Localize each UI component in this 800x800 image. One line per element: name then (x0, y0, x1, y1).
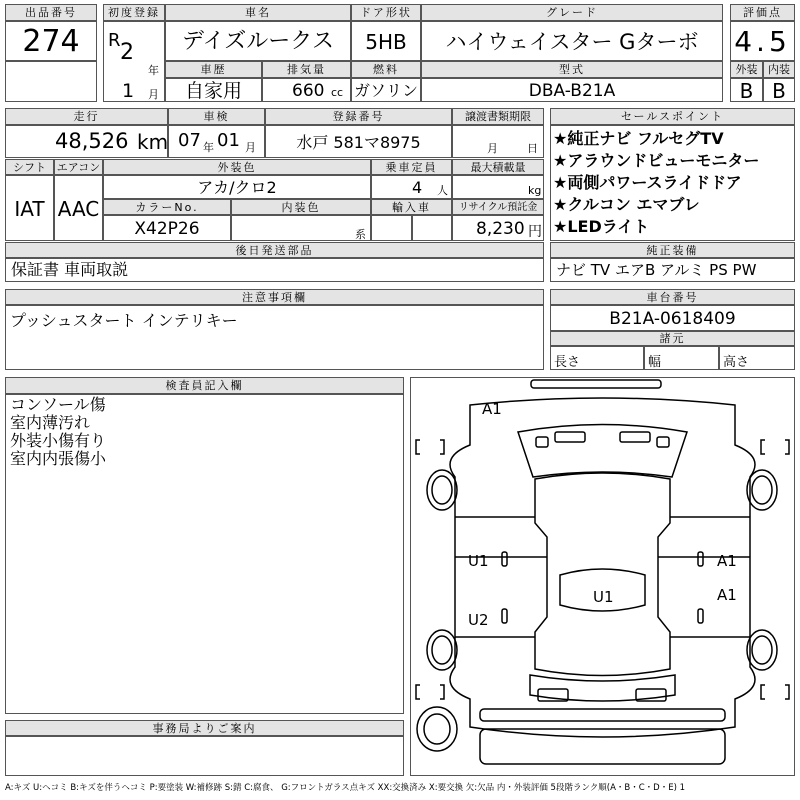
displacement-unit: cc (331, 86, 344, 99)
selling-point: ★両側パワースライドドア (553, 173, 742, 192)
selling-point: ★LEDライト (553, 217, 650, 236)
first-reg-header: 初度登録 (103, 4, 165, 21)
standard-equip-header: 純正装備 (550, 242, 795, 258)
later-parts: 保証書 車両取説 (5, 258, 544, 282)
damage-mark: U1 (593, 588, 614, 606)
inspector-note: コンソール傷 (10, 395, 106, 414)
inspector-note: 室内薄汚れ (10, 413, 91, 432)
damage-mark: A1 (482, 400, 502, 418)
selling-points-header: セールスポイント (550, 108, 795, 125)
aircon: AAC (54, 175, 103, 241)
caution-header: 注意事項欄 (5, 289, 544, 305)
lot-no-header: 出品番号 (5, 4, 97, 21)
car-name: デイズルークス (165, 21, 351, 61)
recycle-unit: 円 (528, 224, 542, 240)
score: 4.5 (730, 21, 795, 61)
inspector-header: 検査員記入欄 (5, 377, 404, 394)
mileage-header: 走行 (5, 108, 168, 125)
inspector-note: 室内内張傷小 (10, 449, 107, 468)
standard-equipment: ナビ TV エアB アルミ PS PW (550, 258, 795, 282)
dimensions-header: 諸元 (550, 331, 795, 346)
displacement-header: 排気量 (262, 61, 351, 78)
fuel: ガソリン (351, 78, 421, 102)
fuel-header: 燃料 (351, 61, 421, 78)
mileage: 48,526 (55, 129, 129, 153)
selling-point: ★クルコン エマブレ (553, 195, 700, 214)
year-unit: 年 (148, 64, 159, 77)
int-color-header: 内装色 (231, 199, 371, 215)
damage-mark: A1 (717, 586, 737, 604)
model-header: 型式 (421, 61, 723, 78)
exterior-grade: B (730, 78, 763, 102)
import-box-a (371, 215, 412, 241)
chassis-no: B21A-0618409 (550, 305, 795, 331)
recycle-fee: 8,230 (476, 219, 525, 239)
door-type: 5HB (351, 21, 421, 61)
history-header: 車歴 (165, 61, 262, 78)
length-label: 長さ (554, 355, 581, 370)
max-load-unit: kg (528, 184, 542, 197)
width-label: 幅 (648, 355, 662, 370)
insp-year-unit: 年 (203, 141, 214, 154)
max-load-header: 最大積載量 (452, 159, 544, 175)
month-unit: 月 (148, 88, 159, 101)
ext-color: アカ/クロ2 (103, 175, 371, 199)
color-no: X42P26 (103, 215, 231, 241)
inspector-note: 外装小傷有り (10, 431, 107, 450)
grade-header: グレード (421, 4, 723, 21)
damage-mark: U1 (468, 552, 489, 570)
car-diagram (410, 377, 795, 776)
aircon-header: エアコン (54, 159, 103, 175)
car-history: 自家用 (165, 78, 262, 102)
shift-header: シフト (5, 159, 54, 175)
caution-text: プッシュスタート インテリキー (10, 311, 238, 330)
car-name-header: 車名 (165, 4, 351, 21)
door-header: ドア形状 (351, 4, 421, 21)
ext-color-header: 外装色 (103, 159, 371, 175)
reg-year: 2 (120, 40, 134, 65)
inspection-header: 車検 (168, 108, 265, 125)
reg-month: 1 (122, 80, 135, 102)
insp-month-unit: 月 (245, 141, 256, 154)
height-label: 高さ (723, 355, 750, 370)
lot-no-blank (5, 61, 97, 102)
reg-no: 水戸 581マ8975 (265, 125, 452, 158)
selling-point: ★アラウンドビューモニター (553, 151, 760, 170)
chassis-header: 車台番号 (550, 289, 795, 305)
score-header: 評価点 (730, 4, 795, 21)
legend: A:キズ U:ヘコミ B:キズを伴うヘコミ P:要塗装 W:補修跡 S:錆 C:腐食、 G:フロントガラス点キズ XX:交換済み X:要交換 欠:欠品 内・外装評価 5段階ランク順(A・B・C・D・E) 1 (5, 783, 686, 793)
insp-month: 01 (217, 130, 240, 151)
color-no-header: カラーNo. (103, 199, 231, 215)
transfer-month-unit: 月 (487, 142, 498, 155)
transfer-header: 譲渡書類期限 (452, 108, 544, 125)
lot-no: 274 (5, 21, 97, 61)
capacity-unit: 人 (437, 184, 448, 197)
selling-point: ★純正ナビ フルセグTV (553, 129, 724, 148)
grade: ハイウェイスター Gターボ (421, 21, 723, 61)
capacity-header: 乗車定員 (371, 159, 452, 175)
int-color-box (231, 215, 371, 241)
later-parts-header: 後日発送部品 (5, 242, 544, 258)
capacity: 4 (412, 178, 423, 197)
model-code: DBA-B21A (421, 78, 723, 102)
interior-header: 内装 (763, 61, 795, 78)
transfer-day-unit: 日 (527, 142, 538, 155)
office-notice-header: 事務局よりご案内 (5, 720, 404, 736)
insp-year: 07 (178, 130, 201, 151)
damage-mark: A1 (717, 552, 737, 570)
int-color-unit: 系 (355, 228, 366, 241)
exterior-header: 外装 (730, 61, 763, 78)
shift: IAT (5, 175, 54, 241)
office-notice-box (5, 736, 404, 776)
import-header: 輸入車 (371, 199, 452, 215)
mileage-unit: km (137, 130, 169, 154)
era: R (108, 30, 121, 51)
reg-no-header: 登録番号 (265, 108, 452, 125)
import-box-b (412, 215, 452, 241)
displacement: 660 (292, 81, 325, 101)
interior-grade: B (763, 78, 795, 102)
damage-mark: U2 (468, 611, 489, 629)
recycle-header: リサイクル預託金 (452, 199, 544, 215)
